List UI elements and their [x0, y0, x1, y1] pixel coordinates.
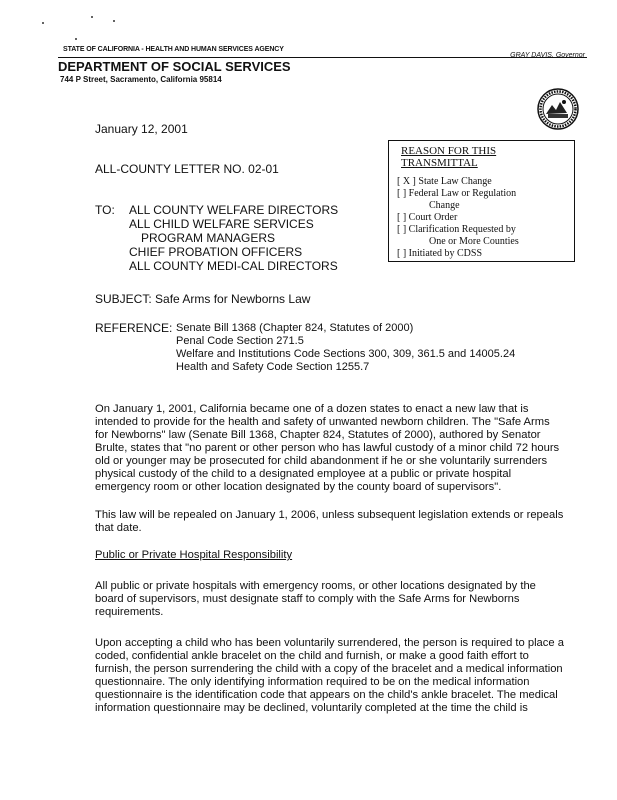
- reference-item: Welfare and Institutions Code Sections 300, 309, 361.5 and 14005.24: [176, 348, 516, 360]
- paragraph-line: that date.: [95, 522, 142, 534]
- paragraph-procedure: [95, 637, 595, 715]
- department-address: 744 P Street, Sacramento, California 95814: [60, 75, 222, 84]
- paragraph-line: questionnaire is the identification code that appears on the child's ankle bracelet. The medical: [95, 689, 558, 701]
- paragraph-line: intended to provide for the health and safety of unwanted newborn children. The "Safe Arms: [95, 416, 550, 428]
- scan-speck: [113, 20, 115, 22]
- checkbox-mark: [ ]: [397, 188, 407, 199]
- paragraph-line: This law will be repealed on January 1, 2006, unless subsequent legislation extends or repeals: [95, 509, 564, 521]
- recipient: CHIEF PROBATION OFFICERS: [129, 245, 303, 259]
- paragraph-line: old or younger may be prosecuted for child abandonment if he or she voluntarily surrenders: [95, 455, 548, 467]
- paragraph-line: All public or private hospitals with emergency rooms, or other locations designated by the: [95, 580, 536, 592]
- reason-item-label: Federal Law or Regulation: [408, 188, 517, 199]
- reason-item-continuation: Change: [429, 200, 460, 211]
- paragraph-line: information questionnaire may be declined, voluntarily completed at the time the child is: [95, 702, 528, 714]
- recipient: ALL COUNTY MEDI-CAL DIRECTORS: [129, 259, 338, 273]
- letter-date: January 12, 2001: [95, 122, 188, 136]
- recipient: ALL COUNTY WELFARE DIRECTORS: [129, 203, 339, 217]
- recipient: ALL CHILD WELFARE SERVICES: [129, 217, 314, 231]
- paragraph-line: furnish, the person surrendering the child with a copy of the bracelet and a medical information: [95, 663, 563, 675]
- reference-item: Senate Bill 1368 (Chapter 824, Statutes of 2000): [176, 322, 414, 334]
- reference-list: [176, 322, 515, 374]
- checkbox-mark: [ ]: [397, 224, 407, 235]
- reason-item-label: Initiated by CDSS: [408, 248, 483, 259]
- reason-item-continuation: One or More Counties: [429, 236, 519, 247]
- paragraph-line: coded, confidential ankle bracelet on the child and furnish, or make a good faith effort to: [95, 650, 529, 662]
- paragraph-line: requirements.: [95, 606, 164, 618]
- header-rule: [58, 57, 587, 58]
- reference-item: Health and Safety Code Section 1255.7: [176, 361, 370, 373]
- reason-for-transmittal-box: [388, 140, 575, 262]
- checkbox-mark: [ ]: [397, 212, 407, 223]
- paragraph-hospitals: [95, 580, 595, 619]
- agency-line: STATE OF CALIFORNIA - HEALTH AND HUMAN SERVICES AGENCY: [63, 46, 284, 53]
- paragraph-line: board of supervisors, must designate staff to comply with the Safe Arms for Newborns: [95, 593, 520, 605]
- reason-item: [397, 176, 566, 188]
- section-heading: Public or Private Hospital Responsibility: [95, 549, 293, 561]
- reason-item: [397, 224, 566, 248]
- paragraph-line: for Newborns" law (Senate Bill 1368, Chapter 824, Statutes of 2000), authored by Senator: [95, 429, 541, 441]
- checkbox-mark: [ ]: [397, 248, 407, 259]
- reason-item-label: Clarification Requested by: [408, 224, 516, 235]
- department-name: DEPARTMENT OF SOCIAL SERVICES: [58, 59, 291, 74]
- paragraph-repeal: [95, 509, 595, 535]
- reason-item: [397, 212, 566, 224]
- reason-item-label: Court Order: [408, 212, 458, 223]
- scan-speck: [75, 38, 77, 40]
- paragraph-line: physical custody of the child to a designated employee at a public or private hospital: [95, 468, 512, 480]
- paragraph-line: Brulte, states that "no parent or other person who has lawful custody of a minor child 72 hours: [95, 442, 560, 454]
- scan-speck: [91, 16, 93, 18]
- reason-box-title: REASON FOR THIS TRANSMITTAL: [401, 145, 497, 169]
- recipient-list: [129, 203, 338, 273]
- subject-line: SUBJECT: Safe Arms for Newborns Law: [95, 292, 311, 306]
- state-seal-icon: [537, 88, 579, 130]
- governor-line: GRAY DAVIS, Governor: [510, 52, 585, 59]
- paragraph-line: emergency room or other location designated by the county board of supervisors".: [95, 481, 502, 493]
- paragraph-intro: [95, 403, 595, 494]
- reason-item: [397, 248, 566, 260]
- paragraph-line: questionnaire. The only identifying information required to be on the medical information: [95, 676, 530, 688]
- recipient: PROGRAM MANAGERS: [141, 231, 276, 245]
- reason-item-label: State Law Change: [418, 176, 492, 187]
- reason-item: [397, 188, 566, 212]
- scan-speck: [42, 22, 44, 24]
- paragraph-line: Upon accepting a child who has been voluntarily surrendered, the person is required to place a: [95, 637, 564, 649]
- paragraph-line: On January 1, 2001, California became one of a dozen states to enact a new law that is: [95, 403, 529, 415]
- checkbox-mark: [ X ]: [397, 176, 416, 187]
- reference-label: REFERENCE:: [95, 321, 173, 335]
- to-label: TO:: [95, 203, 115, 217]
- letter-number: ALL-COUNTY LETTER NO. 02-01: [95, 162, 279, 176]
- reference-item: Penal Code Section 271.5: [176, 335, 304, 347]
